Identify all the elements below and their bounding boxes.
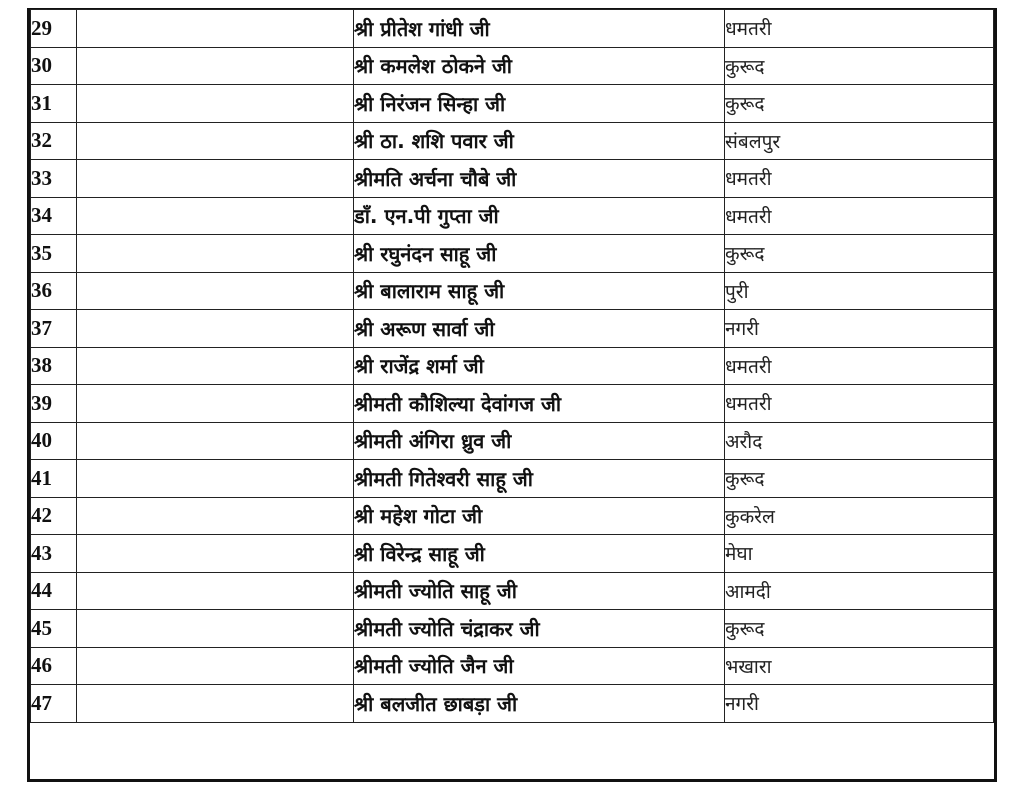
serial-number-cell: 37 bbox=[31, 310, 77, 348]
serial-number-cell: 34 bbox=[31, 197, 77, 235]
document-page bbox=[27, 8, 997, 782]
name-cell: श्रीमती ज्योति साहू जी bbox=[354, 572, 725, 610]
table-row bbox=[31, 460, 994, 498]
table-row bbox=[31, 647, 994, 685]
place-cell: आमदी bbox=[725, 572, 994, 610]
table-row bbox=[31, 310, 994, 348]
blank-cell bbox=[77, 310, 354, 348]
name-cell: श्री महेश गोटा जी bbox=[354, 497, 725, 535]
blank-cell bbox=[77, 235, 354, 273]
table-row bbox=[31, 497, 994, 535]
blank-cell bbox=[77, 422, 354, 460]
serial-number-cell: 31 bbox=[31, 85, 77, 123]
serial-number-cell: 29 bbox=[31, 10, 77, 48]
place-cell: कुरूद bbox=[725, 235, 994, 273]
table-row bbox=[31, 272, 994, 310]
place-cell: कुरूद bbox=[725, 460, 994, 498]
table-row bbox=[31, 235, 994, 273]
blank-cell bbox=[77, 572, 354, 610]
place-cell: पुरी bbox=[725, 272, 994, 310]
blank-cell bbox=[77, 47, 354, 85]
name-cell: श्री ठा. शशि पवार जी bbox=[354, 122, 725, 160]
place-cell: धमतरी bbox=[725, 385, 994, 423]
name-cell: श्रीमति अर्चना चौबे जी bbox=[354, 160, 725, 198]
place-cell: मेघा bbox=[725, 535, 994, 573]
empty-footer-area bbox=[30, 717, 994, 779]
serial-number-cell: 41 bbox=[31, 460, 77, 498]
serial-number-cell: 33 bbox=[31, 160, 77, 198]
table-row bbox=[31, 197, 994, 235]
table-row bbox=[31, 10, 994, 48]
name-cell: श्री रघुनंदन साहू जी bbox=[354, 235, 725, 273]
name-cell: श्रीमती कौशिल्या देवांगज जी bbox=[354, 385, 725, 423]
table-row bbox=[31, 610, 994, 648]
table-row bbox=[31, 535, 994, 573]
serial-number-cell: 42 bbox=[31, 497, 77, 535]
name-cell: श्री राजेंद्र शर्मा जी bbox=[354, 347, 725, 385]
table-row bbox=[31, 385, 994, 423]
blank-cell bbox=[77, 10, 354, 48]
name-cell: श्री विरेन्द्र साहू जी bbox=[354, 535, 725, 573]
place-cell: भखारा bbox=[725, 647, 994, 685]
name-cell: श्रीमती गितेश्वरी साहू जी bbox=[354, 460, 725, 498]
name-cell: श्रीमती अंगिरा ध्रुव जी bbox=[354, 422, 725, 460]
blank-cell bbox=[77, 122, 354, 160]
blank-cell bbox=[77, 347, 354, 385]
blank-cell bbox=[77, 385, 354, 423]
blank-cell bbox=[77, 610, 354, 648]
place-cell: धमतरी bbox=[725, 197, 994, 235]
place-cell: कुकरेल bbox=[725, 497, 994, 535]
table-body bbox=[31, 10, 994, 723]
name-cell: श्रीमती ज्योति चंद्राकर जी bbox=[354, 610, 725, 648]
serial-number-cell: 39 bbox=[31, 385, 77, 423]
table-row bbox=[31, 122, 994, 160]
blank-cell bbox=[77, 497, 354, 535]
table-row bbox=[31, 572, 994, 610]
name-cell: श्री निरंजन सिन्हा जी bbox=[354, 85, 725, 123]
name-cell: श्री कमलेश ठोकने जी bbox=[354, 47, 725, 85]
table-row bbox=[31, 347, 994, 385]
place-cell: कुरूद bbox=[725, 47, 994, 85]
name-cell: श्री अरूण सार्वा जी bbox=[354, 310, 725, 348]
blank-cell bbox=[77, 647, 354, 685]
name-cell: श्री प्रीतेश गांधी जी bbox=[354, 10, 725, 48]
name-cell: डॉं. एन.पी गुप्ता जी bbox=[354, 197, 725, 235]
place-cell: नगरी bbox=[725, 310, 994, 348]
blank-cell bbox=[77, 85, 354, 123]
serial-number-cell: 30 bbox=[31, 47, 77, 85]
serial-number-cell: 35 bbox=[31, 235, 77, 273]
place-cell: कुरूद bbox=[725, 85, 994, 123]
blank-cell bbox=[77, 460, 354, 498]
serial-number-cell: 36 bbox=[31, 272, 77, 310]
place-cell: धमतरी bbox=[725, 10, 994, 48]
name-cell: श्री बलजीत छाबड़ा जी bbox=[354, 685, 725, 723]
blank-cell bbox=[77, 197, 354, 235]
place-cell: धमतरी bbox=[725, 160, 994, 198]
blank-cell bbox=[77, 535, 354, 573]
serial-number-cell: 44 bbox=[31, 572, 77, 610]
serial-number-cell: 40 bbox=[31, 422, 77, 460]
member-list-table bbox=[30, 9, 994, 723]
serial-number-cell: 47 bbox=[31, 685, 77, 723]
serial-number-cell: 32 bbox=[31, 122, 77, 160]
name-cell: श्रीमती ज्योति जैन जी bbox=[354, 647, 725, 685]
serial-number-cell: 46 bbox=[31, 647, 77, 685]
serial-number-cell: 45 bbox=[31, 610, 77, 648]
table-row bbox=[31, 160, 994, 198]
table-row bbox=[31, 47, 994, 85]
place-cell: नगरी bbox=[725, 685, 994, 723]
place-cell: कुरूद bbox=[725, 610, 994, 648]
serial-number-cell: 43 bbox=[31, 535, 77, 573]
serial-number-cell: 38 bbox=[31, 347, 77, 385]
blank-cell bbox=[77, 272, 354, 310]
blank-cell bbox=[77, 160, 354, 198]
place-cell: संबलपुर bbox=[725, 122, 994, 160]
place-cell: धमतरी bbox=[725, 347, 994, 385]
table-row bbox=[31, 85, 994, 123]
name-cell: श्री बालाराम साहू जी bbox=[354, 272, 725, 310]
place-cell: अरौद bbox=[725, 422, 994, 460]
table-row bbox=[31, 422, 994, 460]
